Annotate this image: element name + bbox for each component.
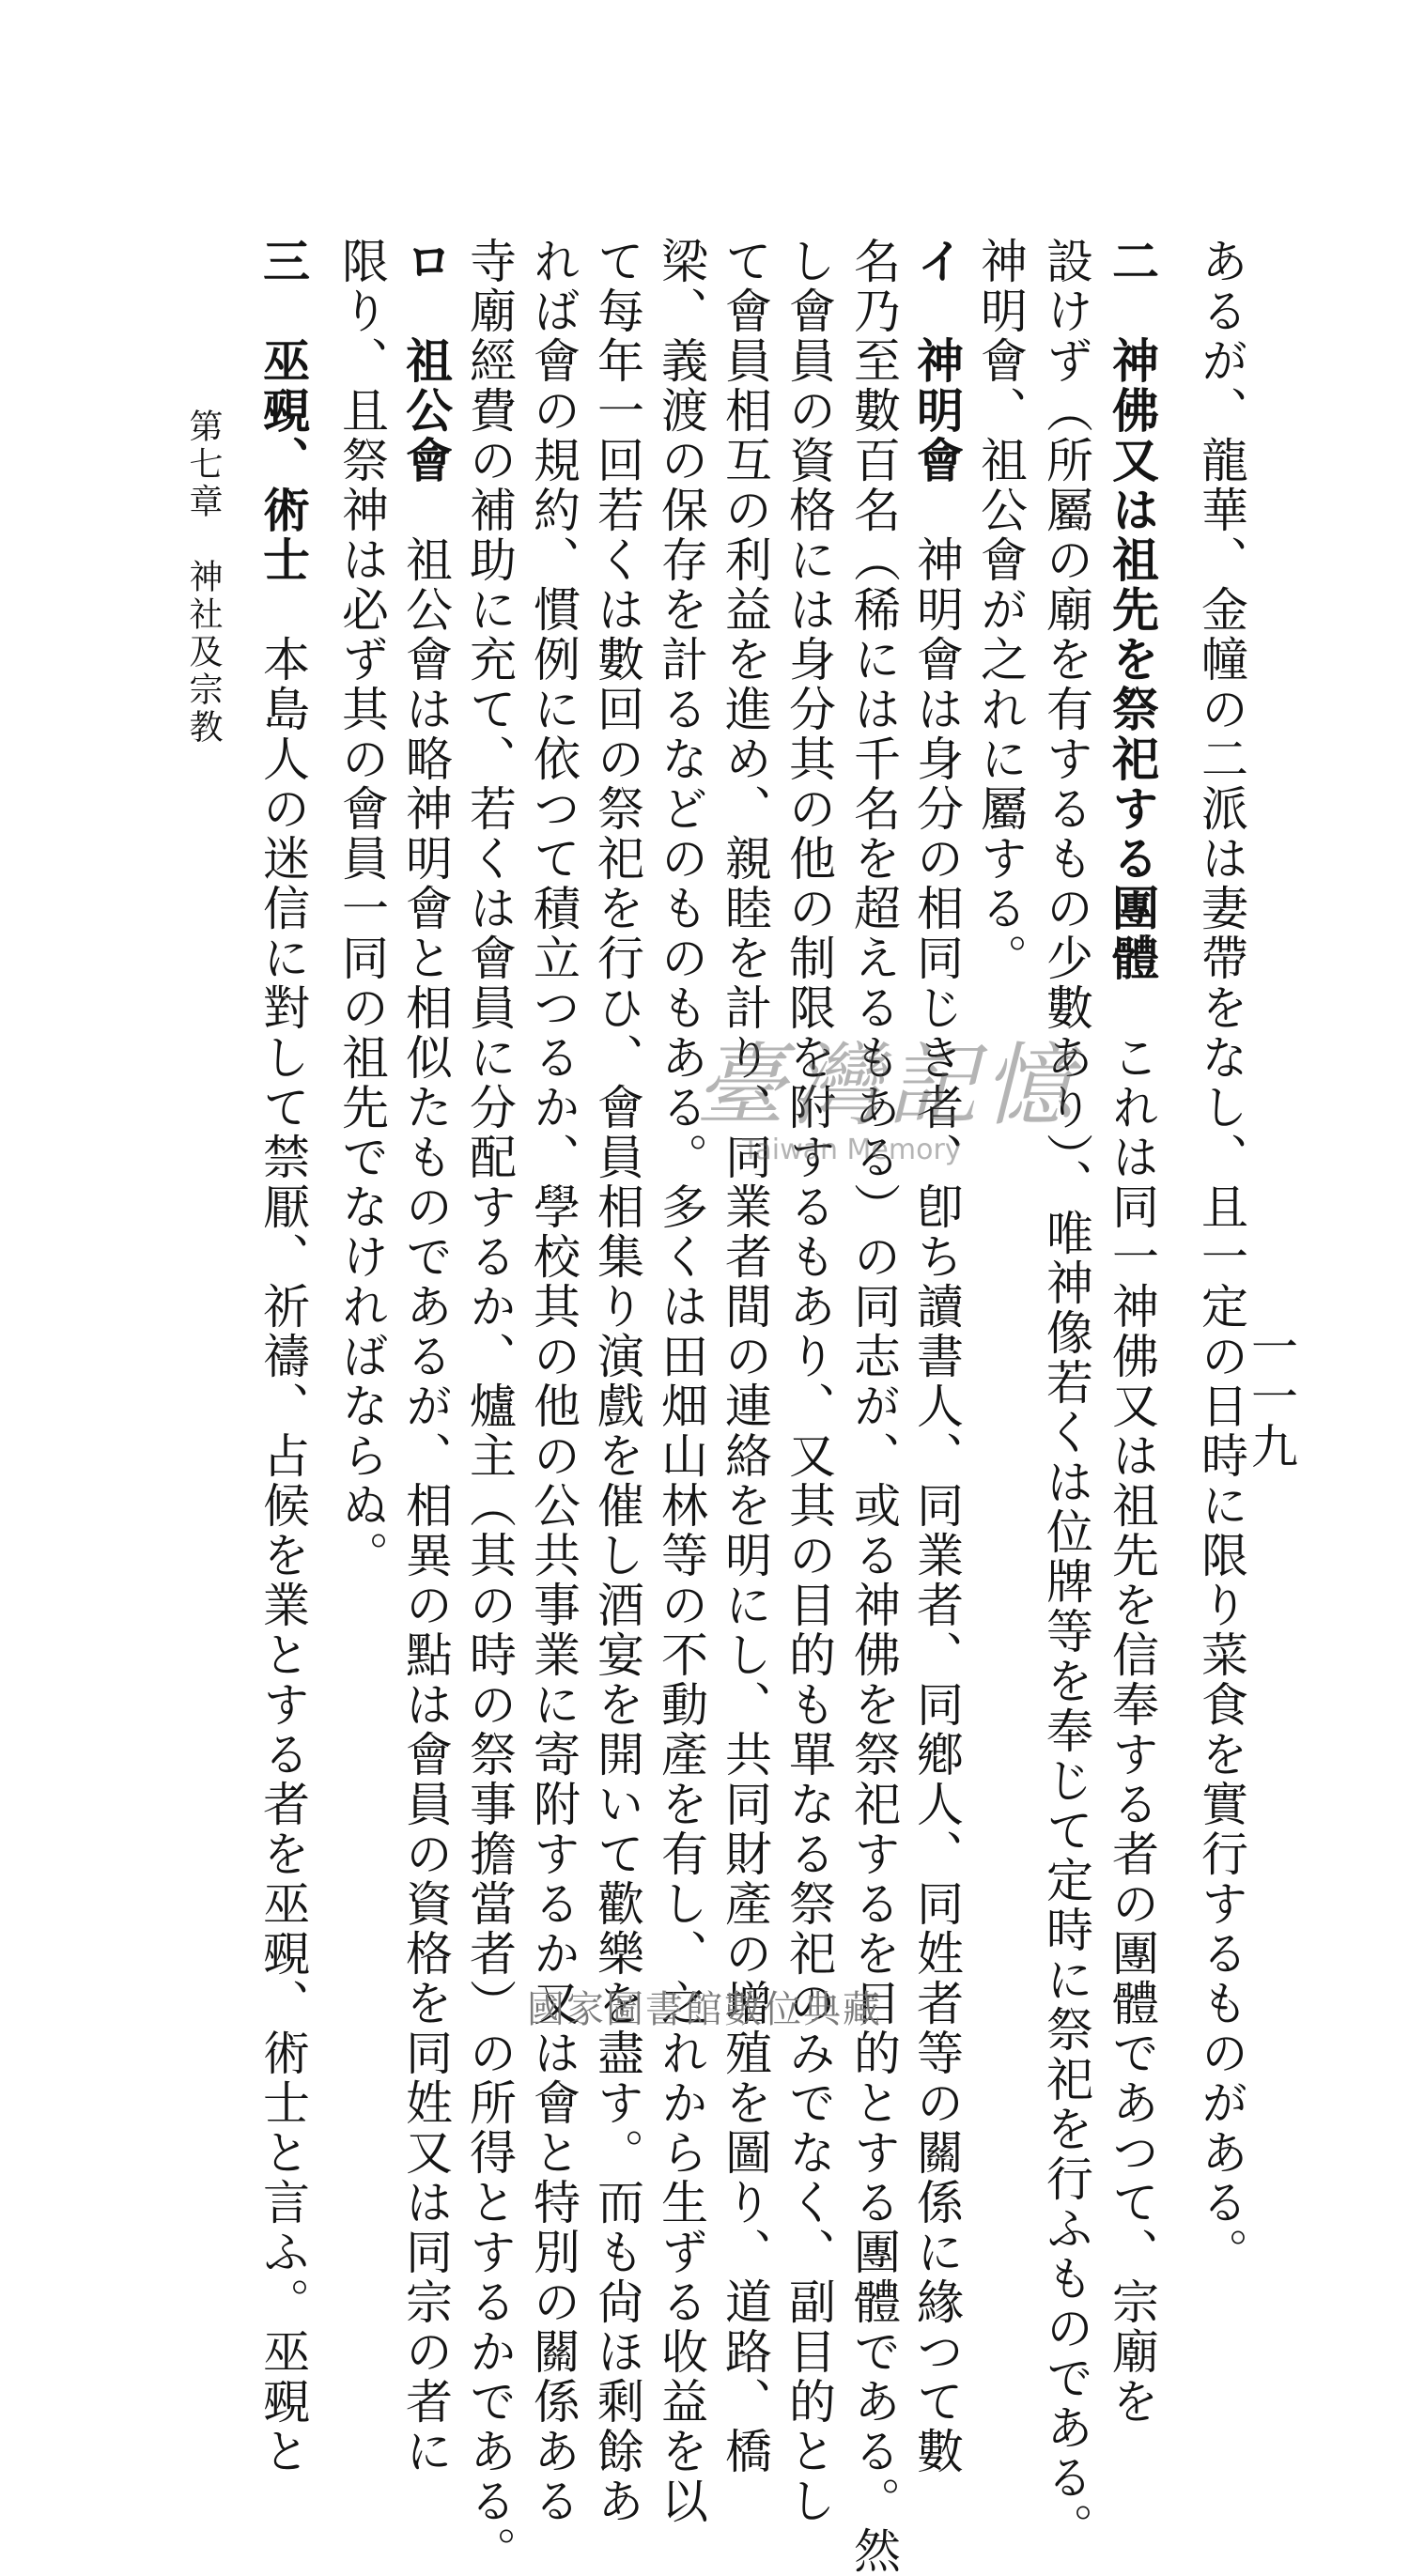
subsection-heading: ロ 祖公會 bbox=[398, 237, 454, 486]
text-column: て每年一回若くは數回の祭祀を行ひ、會員相集り演戲を催し酒宴を開いて歡樂を盡す。而も尙ほ剩餘あ bbox=[590, 237, 644, 2526]
text-column: 梁、義渡の保存を計るなどのものもある。多くは田畑山林等の不動產を有し、之れから生ずる收益を以 bbox=[654, 237, 708, 2526]
text-column: 寺廟經費の補助に充て、若くは會員に分配するか、爐主（其の時の祭事擔當者）の所得とするかである。 bbox=[462, 237, 517, 2576]
watermark-subtitle: Taiwan Memory bbox=[742, 1134, 962, 1166]
text-column: し會員の資格には身分其の他の制限を附するもあり、又其の目的も單なる祭祀のみでなく、副目的とし bbox=[782, 237, 836, 2526]
running-header: 第七章 神社及宗教 bbox=[184, 409, 223, 747]
watermark-text: 臺灣記憶 bbox=[695, 1033, 1078, 1138]
text-column: 神明會、祖公會が之れに屬する。 bbox=[973, 237, 1028, 983]
text-column: て會員相互の利益を進め、親睦を計り、同業者間の連絡を明にし、共同財產の增殖を圖り、道路、橋 bbox=[718, 237, 772, 2476]
text-column: 名乃至數百名（稀には千名を超えるもある）の同志が、或る神佛を祭祀するを目的とする團體である。然 bbox=[846, 237, 901, 2576]
text-column: 三 巫覡、術士 本島人の迷信に對して禁厭、祈禱、占候を業とする者を巫覡、術士と言ふ。巫覡と bbox=[255, 237, 311, 2476]
section-heading: 二 神佛又は祖先を祭祀する團體 bbox=[1105, 237, 1160, 983]
text-column: 二 神佛又は祖先を祭祀する團體 これは同一神佛又は祖先を信奉する者の團體であつて、宗廟を bbox=[1105, 237, 1160, 2427]
text-column: あるが、龍華、金幢の二派は妻帶をなし、且一定の日時に限り菜食を實行するものがある。 bbox=[1194, 237, 1248, 2277]
library-footer: 國家圖書館數位典藏 bbox=[527, 1988, 882, 2031]
text-column: ロ 祖公會 祖公會は略神明會と相似たものであるが、相異の點は會員の資格を同姓又は同宗の者に bbox=[398, 237, 454, 2476]
text-column: 設けず（所屬の廟を有するもの少數あり）、唯神像若くは位牌等を奉じて定時に祭祀を行ふものである。 bbox=[1039, 237, 1093, 2553]
text-column: れば會の規約、慣例に依つて積立つるか、學校其の他の公共事業に寄附するか又は會と特別の關係ある bbox=[526, 237, 581, 2526]
section-heading: 三 巫覡、術士 bbox=[255, 237, 311, 585]
page-number: 一一九 bbox=[1244, 1322, 1298, 1472]
subsection-heading: イ 神明會 bbox=[909, 237, 965, 486]
text-column: イ 神明會 神明會は身分の相同じき者、卽ち讀書人、同業者、同鄕人、同姓者等の關係に緣つて數 bbox=[909, 237, 965, 2476]
text-column: 限り、且祭神は必ず其の會員一同の祖先でなければならぬ。 bbox=[334, 237, 389, 1581]
